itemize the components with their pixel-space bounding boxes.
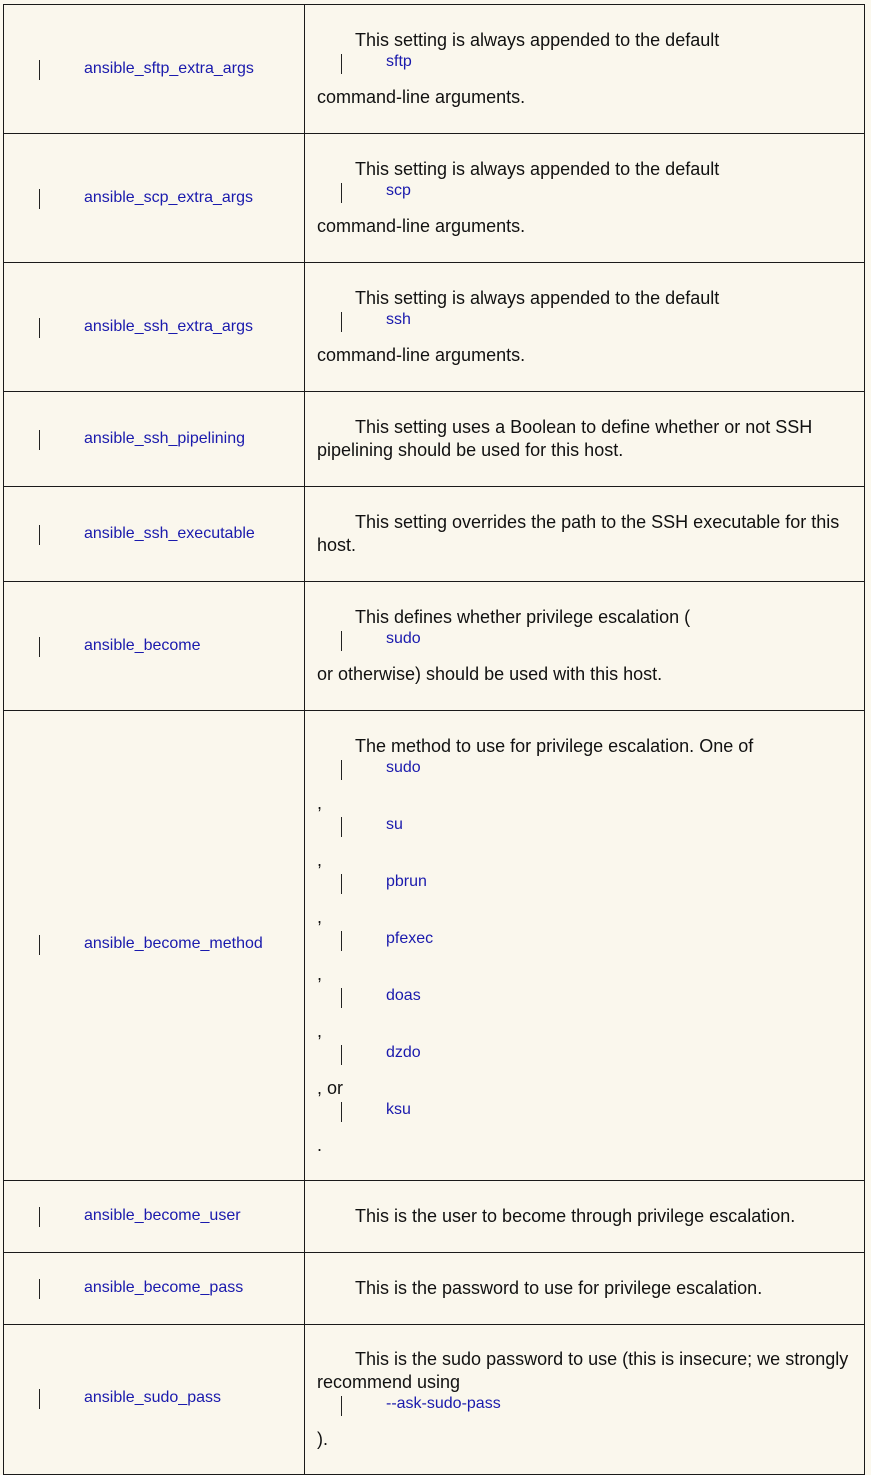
code-link[interactable]: ksu bbox=[386, 1100, 411, 1118]
description-cell bbox=[305, 711, 865, 1181]
inline-code bbox=[317, 986, 852, 1020]
description-text: This setting is always appended to the default bbox=[355, 30, 720, 50]
code-marker bbox=[39, 935, 40, 955]
inline-code bbox=[317, 815, 852, 849]
code-link[interactable]: ssh bbox=[386, 311, 411, 328]
inline-code bbox=[317, 929, 852, 963]
code-marker bbox=[39, 189, 40, 209]
code-marker bbox=[39, 60, 40, 80]
description-text: command-line arguments. bbox=[317, 87, 526, 107]
description-text: command-line arguments. bbox=[317, 345, 526, 365]
variable-name-cell bbox=[4, 1181, 305, 1253]
table-row bbox=[4, 134, 865, 263]
description-text: This setting overrides the path to the SSH executable for this host. bbox=[317, 512, 840, 555]
code-link[interactable]: doas bbox=[386, 986, 421, 1004]
description-text: This is the user to become through privilege escalation. bbox=[355, 1206, 796, 1226]
table-row bbox=[4, 711, 865, 1181]
variable-link[interactable]: ansible_scp_extra_args bbox=[84, 189, 253, 206]
variable-name-cell bbox=[4, 263, 305, 392]
code-marker bbox=[39, 318, 40, 338]
description-text: The method to use for privilege escalation. One of bbox=[355, 735, 754, 756]
table-row bbox=[4, 263, 865, 392]
table-row bbox=[4, 1253, 865, 1325]
inline-code bbox=[317, 872, 852, 906]
description-text: This setting is always appended to the default bbox=[355, 159, 720, 179]
variable-link[interactable]: ansible_become_method bbox=[84, 935, 263, 952]
description-cell bbox=[305, 1325, 865, 1475]
code-marker bbox=[39, 525, 40, 545]
variable-link[interactable]: ansible_sudo_pass bbox=[84, 1389, 221, 1406]
variable-name-cell bbox=[4, 487, 305, 582]
variable-name-cell bbox=[4, 1253, 305, 1325]
description-cell bbox=[305, 134, 865, 263]
variable-link[interactable]: ansible_ssh_pipelining bbox=[84, 430, 246, 447]
variable-link[interactable]: ansible_become_pass bbox=[84, 1279, 244, 1296]
table-row bbox=[4, 1181, 865, 1253]
description-cell bbox=[305, 1253, 865, 1325]
description-text: or otherwise) should be used with this host. bbox=[317, 664, 663, 684]
table-row bbox=[4, 5, 865, 134]
table-row bbox=[4, 487, 865, 582]
description-cell bbox=[305, 582, 865, 711]
inline-code bbox=[317, 1394, 852, 1428]
code-marker bbox=[39, 1279, 40, 1299]
inline-code bbox=[317, 758, 852, 792]
variable-name-cell bbox=[4, 134, 305, 263]
description-text: command-line arguments. bbox=[317, 216, 526, 236]
separator: , or bbox=[317, 1077, 344, 1098]
separator: , bbox=[317, 849, 323, 870]
separator: , bbox=[317, 906, 323, 927]
separator: . bbox=[317, 1134, 323, 1155]
inline-code bbox=[317, 310, 852, 344]
variable-name-cell bbox=[4, 5, 305, 134]
code-link[interactable]: sudo bbox=[386, 630, 421, 647]
inline-code bbox=[317, 52, 852, 86]
description-cell bbox=[305, 392, 865, 487]
code-marker bbox=[39, 637, 40, 657]
inventory-variables-table bbox=[3, 4, 865, 1475]
table-row bbox=[4, 1325, 865, 1475]
separator: , bbox=[317, 963, 323, 984]
code-link[interactable]: --ask-sudo-pass bbox=[386, 1395, 501, 1412]
description-cell bbox=[305, 1181, 865, 1253]
description-text: This is the password to use for privilege escalation. bbox=[355, 1278, 763, 1298]
table-row bbox=[4, 582, 865, 711]
separator: , bbox=[317, 1020, 323, 1041]
description-text: This defines whether privilege escalation ( bbox=[355, 607, 691, 627]
inline-code bbox=[317, 1100, 852, 1134]
code-link[interactable]: su bbox=[386, 815, 403, 833]
description-text: This is the sudo password to use (this is insecure; we strongly recommend using bbox=[317, 1349, 849, 1392]
code-marker bbox=[39, 1389, 40, 1409]
description-text: This setting is always appended to the default bbox=[355, 288, 720, 308]
inline-code bbox=[317, 181, 852, 215]
separator: , bbox=[317, 792, 323, 813]
code-marker bbox=[39, 430, 40, 450]
inline-code bbox=[317, 629, 852, 663]
code-link[interactable]: dzdo bbox=[386, 1043, 421, 1061]
code-link[interactable]: pfexec bbox=[386, 929, 434, 947]
variable-name-cell bbox=[4, 392, 305, 487]
variable-link[interactable]: ansible_become bbox=[84, 637, 201, 654]
variable-name-cell bbox=[4, 711, 305, 1181]
description-text: ). bbox=[317, 1429, 328, 1449]
variable-name-cell bbox=[4, 582, 305, 711]
description-cell bbox=[305, 487, 865, 582]
table-row bbox=[4, 392, 865, 487]
code-link[interactable]: sudo bbox=[386, 758, 421, 776]
inline-code bbox=[317, 1043, 852, 1077]
variable-name-cell bbox=[4, 1325, 305, 1475]
code-link[interactable]: pbrun bbox=[386, 872, 427, 890]
description-cell bbox=[305, 263, 865, 392]
code-link[interactable]: scp bbox=[386, 182, 411, 199]
description-cell bbox=[305, 5, 865, 134]
variable-link[interactable]: ansible_become_user bbox=[84, 1207, 241, 1224]
variable-link[interactable]: ansible_ssh_executable bbox=[84, 525, 255, 542]
code-link[interactable]: sftp bbox=[386, 53, 412, 70]
variable-link[interactable]: ansible_ssh_extra_args bbox=[84, 318, 253, 335]
variable-link[interactable]: ansible_sftp_extra_args bbox=[84, 60, 254, 77]
description-text: This setting uses a Boolean to define whether or not SSH pipelining should be used for this host. bbox=[317, 417, 813, 460]
code-marker bbox=[39, 1207, 40, 1227]
